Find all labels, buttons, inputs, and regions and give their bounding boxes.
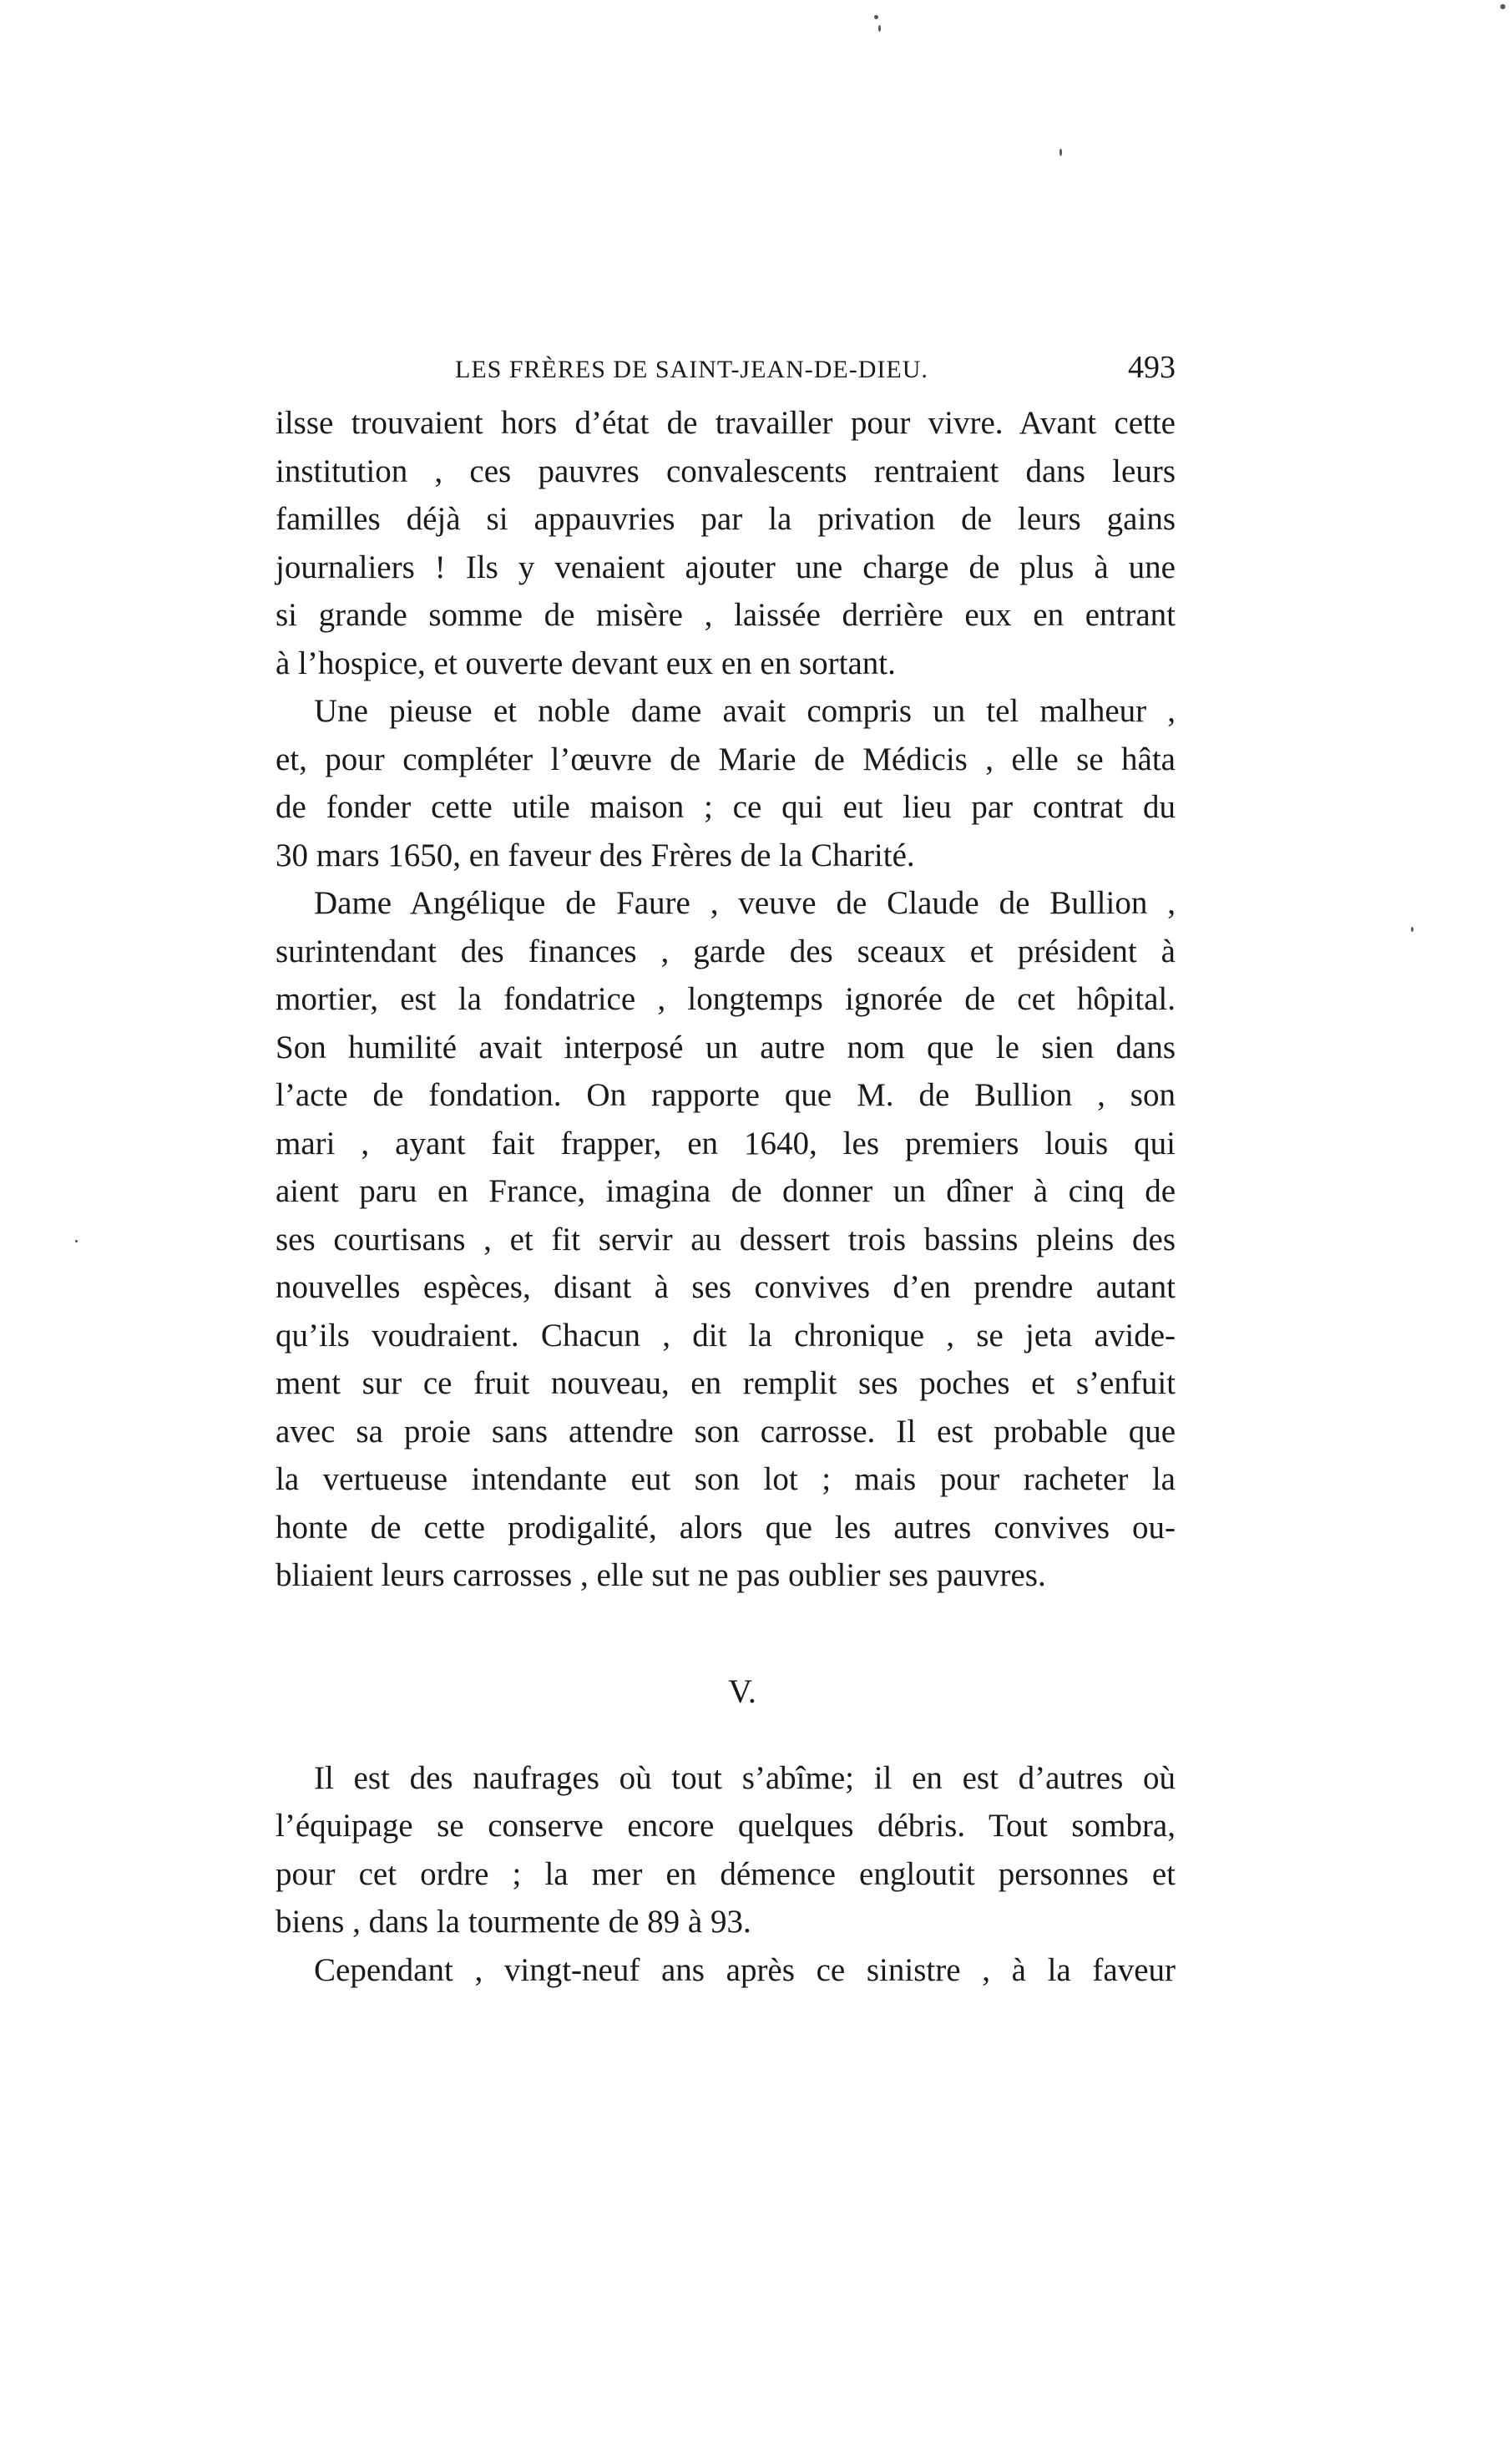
text-line: de fonder cette utile maison ; ce qui eut lieu par contrat du bbox=[276, 789, 1176, 825]
scan-speck bbox=[878, 25, 881, 32]
scan-speck bbox=[874, 15, 878, 19]
scan-speck bbox=[1411, 927, 1413, 932]
paragraph bbox=[276, 399, 1176, 687]
page-header bbox=[276, 349, 1176, 399]
text-line: ment sur ce fruit nouveau, en remplit ses poches et s’enfuit bbox=[276, 1365, 1176, 1401]
text-line: qu’ils voudraient. Chacun , dit la chronique , se jeta avide- bbox=[276, 1317, 1176, 1354]
text-line: mortier, est la fondatrice , longtemps ignorée de cet hôpital. bbox=[276, 981, 1176, 1017]
page-number: 493 bbox=[1128, 350, 1176, 385]
text-line: ses courtisans , et fit servir au dessert trois bassins pleins des bbox=[276, 1221, 1176, 1257]
text-line: l’équipage se conserve encore quelques débris. Tout sombra, bbox=[276, 1808, 1176, 1844]
text-line: avec sa proie sans attendre son carrosse. Il est probable que bbox=[276, 1413, 1176, 1450]
running-head: LES FRÈRES DE SAINT-JEAN-DE-DIEU. bbox=[455, 356, 928, 383]
text-line: et, pour compléter l’œuvre de Marie de Médicis , elle se hâta bbox=[276, 741, 1176, 777]
scan-speck bbox=[1500, 4, 1505, 9]
text-line: surintendant des finances , garde des sceaux et président à bbox=[276, 933, 1176, 969]
text-line: journaliers ! Ils y venaient ajouter une charge de plus à une bbox=[276, 549, 1176, 585]
text-line: à l’hospice, et ouverte devant eux en en sortant. bbox=[276, 645, 896, 681]
text-line: Il est des naufrages où tout s’abîme; il en est d’autres où bbox=[314, 1759, 1176, 1796]
text-line: la vertueuse intendante eut son lot ; mais pour racheter la bbox=[276, 1461, 1176, 1497]
body-text bbox=[276, 399, 1176, 1994]
text-line: mari , ayant fait frapper, en 1640, les premiers louis qui bbox=[276, 1125, 1176, 1161]
text-line: Son humilité avait interposé un autre nom que le sien dans bbox=[276, 1029, 1176, 1065]
paragraph bbox=[276, 879, 1176, 1600]
scan-speck bbox=[1059, 149, 1062, 156]
text-line: ilsse trouvaient hors d’état de travailler pour vivre. Avant cette bbox=[276, 405, 1176, 441]
text-line: institution , ces pauvres convalescents rentraient dans leurs bbox=[276, 453, 1176, 489]
text-line: honte de cette prodigalité, alors que les autres convives ou- bbox=[276, 1509, 1176, 1546]
paragraph bbox=[276, 1754, 1176, 1946]
text-line: 30 mars 1650, en faveur des Frères de la Charité. bbox=[276, 837, 915, 873]
text-line: familles déjà si appauvries par la privation de leurs gains bbox=[276, 501, 1176, 537]
section-heading: V. bbox=[728, 1672, 756, 1710]
text-line: bliaient leurs carrosses , elle sut ne pas oublier ses pauvres. bbox=[276, 1557, 1046, 1593]
text-line: Cependant , vingt-neuf ans après ce sinistre , à la faveur bbox=[314, 1951, 1176, 1988]
text-line: Une pieuse et noble dame avait compris un tel malheur , bbox=[314, 693, 1176, 729]
paragraph bbox=[276, 1946, 1176, 1995]
text-line: l’acte de fondation. On rapporte que M. de Bullion , son bbox=[276, 1077, 1176, 1113]
scan-speck bbox=[75, 1240, 78, 1242]
text-line: nouvelles espèces, disant à ses convives d’en prendre autant bbox=[276, 1269, 1176, 1305]
section-spacer bbox=[276, 1600, 1176, 1629]
text-line: si grande somme de misère , laissée derrière eux en entrant bbox=[276, 597, 1176, 633]
text-line: aient paru en France, imagina de donner un dîner à cinq de bbox=[276, 1173, 1176, 1209]
text-line: Dame Angélique de Faure , veuve de Claude de Bullion , bbox=[314, 885, 1176, 921]
paragraph bbox=[276, 687, 1176, 879]
text-line: biens , dans la tourmente de 89 à 93. bbox=[276, 1904, 751, 1940]
text-line: pour cet ordre ; la mer en démence engloutit personnes et bbox=[276, 1855, 1176, 1892]
